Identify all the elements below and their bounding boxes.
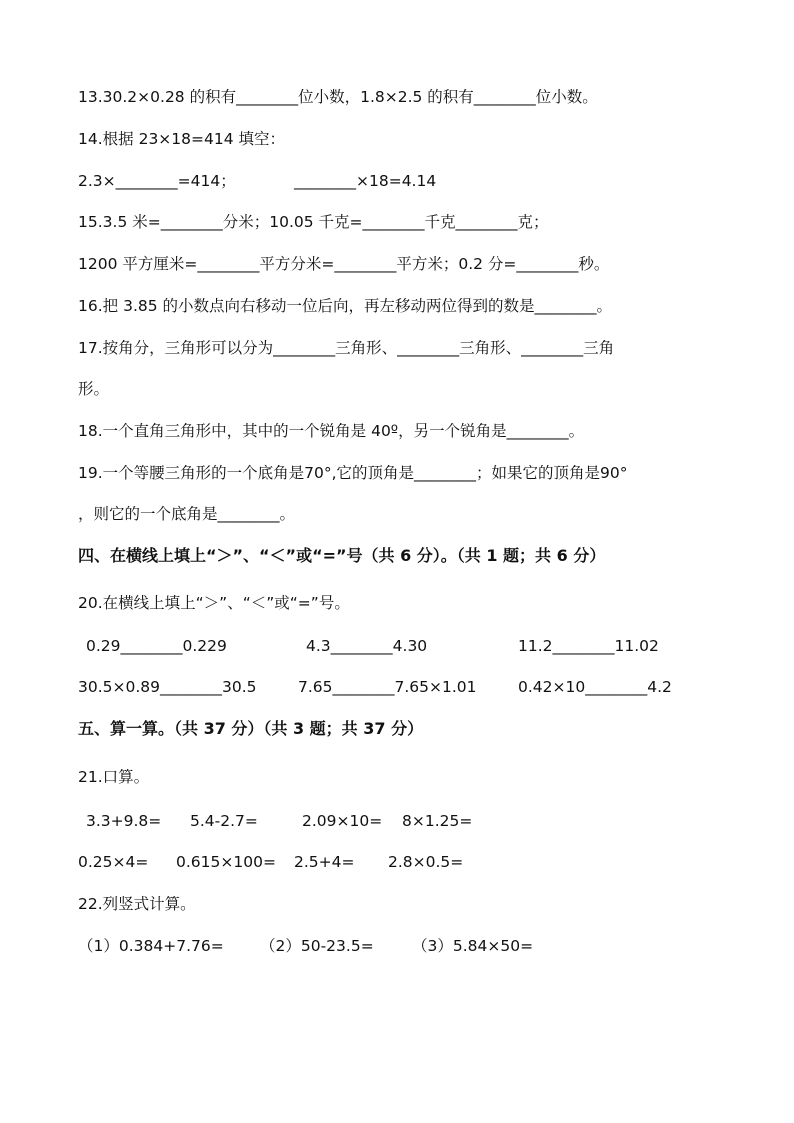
- compare-item: 0.29________0.229: [86, 637, 227, 655]
- question-14: 14.根据 23×18=414 填空：: [78, 130, 286, 148]
- question-22: 22.列竖式计算。: [78, 895, 196, 913]
- question-13: 13.30.2×0.28 的积有________位小数，1.8×2.5 的积有________位小数。: [78, 88, 598, 106]
- compare-item: 7.65________7.65×1.01: [298, 678, 477, 696]
- question-14-part-a: 2.3×________=414；: [78, 172, 236, 190]
- question-19-line-2: ，则它的一个底角是________。: [78, 505, 296, 523]
- vertical-calc-item: （1）0.384+7.76=: [78, 937, 224, 955]
- vertical-calc-item: （3）5.84×50=: [412, 937, 534, 955]
- vertical-calc-item: （2）50-23.5=: [260, 937, 374, 955]
- question-16: 16.把 3.85 的小数点向右移动一位后向，再左移动两位得到的数是________。: [78, 297, 613, 315]
- question-15-line-1: 15.3.5 米=________分米；10.05 千克=________千克________克；: [78, 213, 549, 231]
- compare-row-2: [78, 676, 718, 698]
- mental-math-item: 2.09×10=: [302, 812, 383, 830]
- mental-math-row-1: [78, 810, 718, 832]
- question-18: 18.一个直角三角形中，其中的一个锐角是 40º，另一个锐角是________。: [78, 422, 585, 440]
- compare-item: 11.2________11.02: [518, 637, 659, 655]
- mental-math-item: 0.25×4=: [78, 853, 149, 871]
- vertical-calc-row: [78, 935, 718, 957]
- question-17-line-2: 形。: [78, 380, 110, 398]
- compare-item: 30.5×0.89________30.5: [78, 678, 257, 696]
- question-21: 21.口算。: [78, 768, 150, 786]
- question-15-line-2: 1200 平方厘米=________平方分米=________平方米；0.2 分=________秒。: [78, 255, 610, 273]
- mental-math-item: 8×1.25=: [402, 812, 473, 830]
- compare-row-1: [78, 635, 718, 657]
- question-20: 20.在横线上填上“＞”、“＜”或“=”号。: [78, 594, 350, 612]
- mental-math-item: 3.3+9.8=: [86, 812, 162, 830]
- mental-math-row-2: [78, 851, 718, 873]
- mental-math-item: 2.8×0.5=: [388, 853, 464, 871]
- compare-item: 0.42×10________4.2: [518, 678, 672, 696]
- mental-math-item: 2.5+4=: [294, 853, 355, 871]
- section-4-heading: 四、在横线上填上“＞”、“＜”或“=”号（共 6 分）。（共 1 题；共 6 分）: [78, 546, 606, 565]
- mental-math-item: 5.4-2.7=: [190, 812, 258, 830]
- compare-item: 4.3________4.30: [306, 637, 428, 655]
- section-5-heading: 五、算一算。（共 37 分）（共 3 题；共 37 分）: [78, 719, 424, 738]
- question-14-blanks: [78, 170, 718, 192]
- question-19-line-1: 19.一个等腰三角形的一个底角是70°,它的顶角是________；如果它的顶角是90°: [78, 464, 628, 482]
- mental-math-item: 0.615×100=: [176, 853, 276, 871]
- question-17-line-1: 17.按角分，三角形可以分为________三角形、________三角形、________三角: [78, 339, 615, 357]
- question-14-part-b: ________×18=4.14: [294, 172, 437, 190]
